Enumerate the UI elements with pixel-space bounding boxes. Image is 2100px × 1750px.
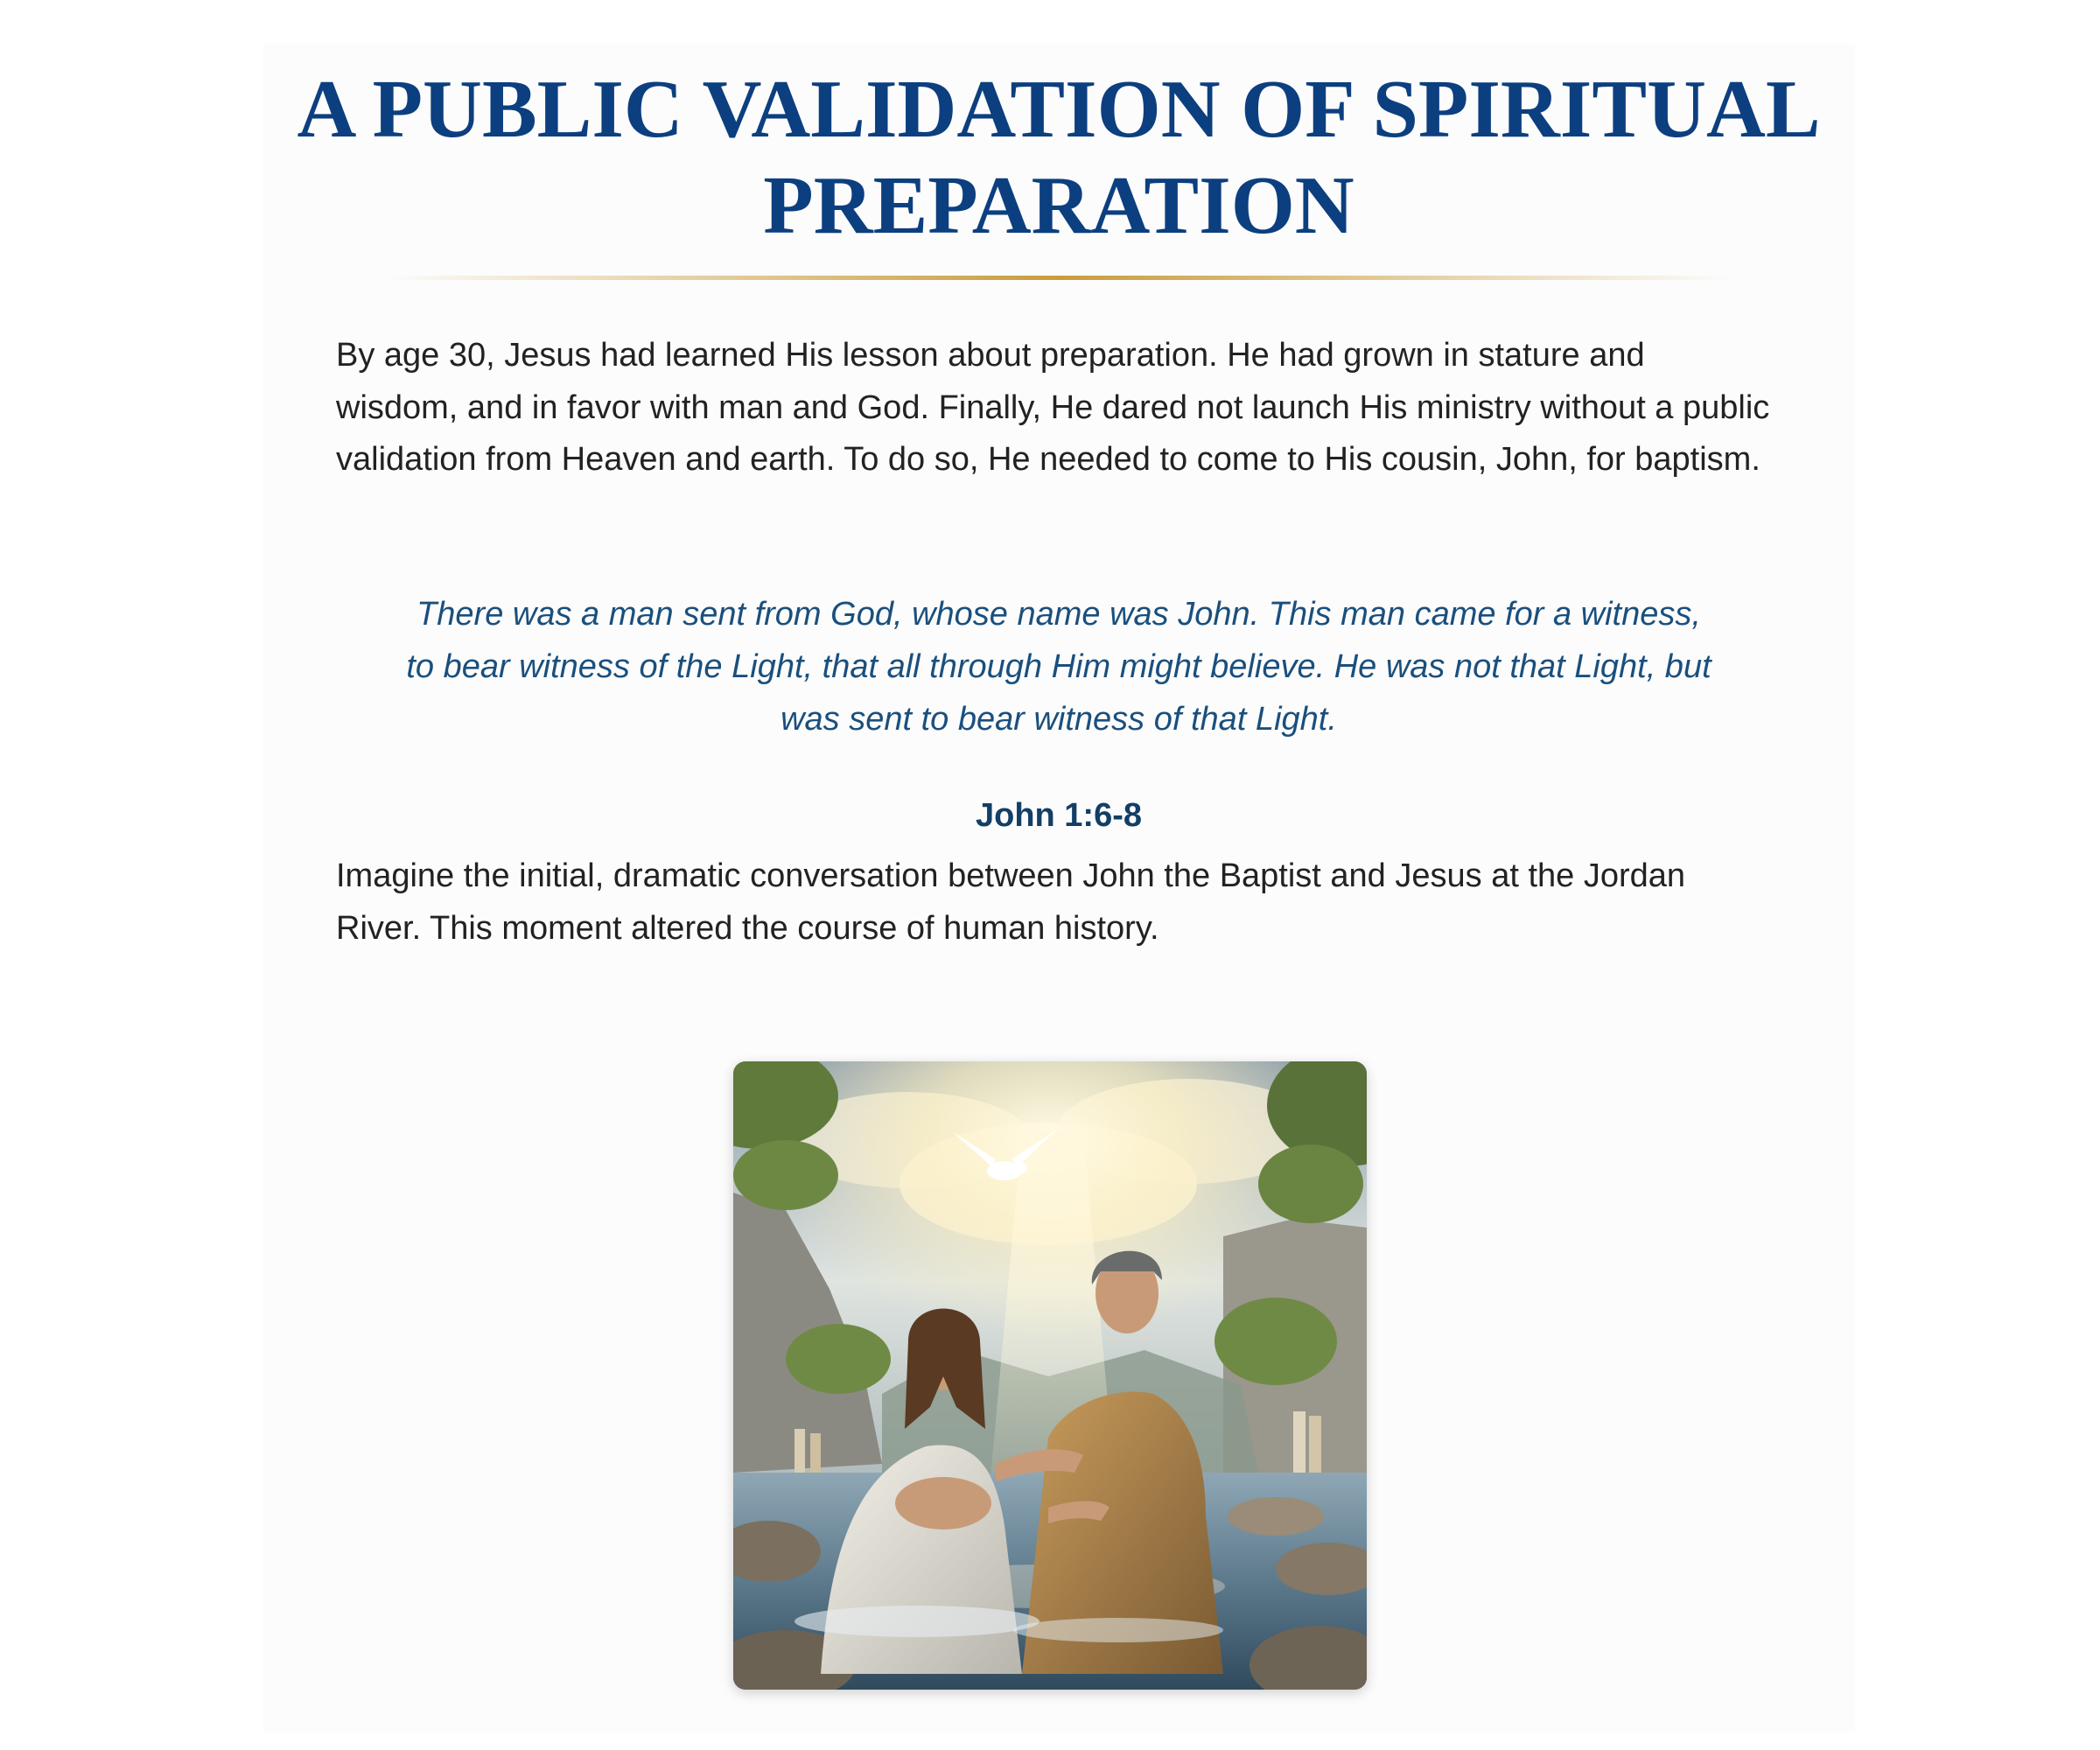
gold-divider	[385, 276, 1732, 280]
scripture-reference: John 1:6-8	[975, 797, 1143, 834]
baptism-illustration	[733, 1061, 1367, 1690]
article-title: A PUBLIC VALIDATION OF SPIRITUAL PREPARATION	[297, 64, 1821, 251]
conversation-paragraph: Imagine the initial, dramatic conversation between John the Baptist and Jesus at the Jordan River. This moment altered the course of human history.	[336, 858, 1686, 947]
scripture-quote: There was a man sent from God, whose name was John. This man came for a witness, to bear witness of the Light, that all through Him might believe. He was not that Light, but was sent to bear witness of that Light.	[406, 596, 1712, 738]
article-page	[262, 44, 1855, 1732]
intro-paragraph: By age 30, Jesus had learned His lesson about preparation. He had grown in stature and wisdom, and in favor with man and God. Finally, He dared not launch His ministry without a public validation from Heaven and earth. To do so, He needed to come to His cousin, John, for baptism.	[336, 337, 1770, 478]
